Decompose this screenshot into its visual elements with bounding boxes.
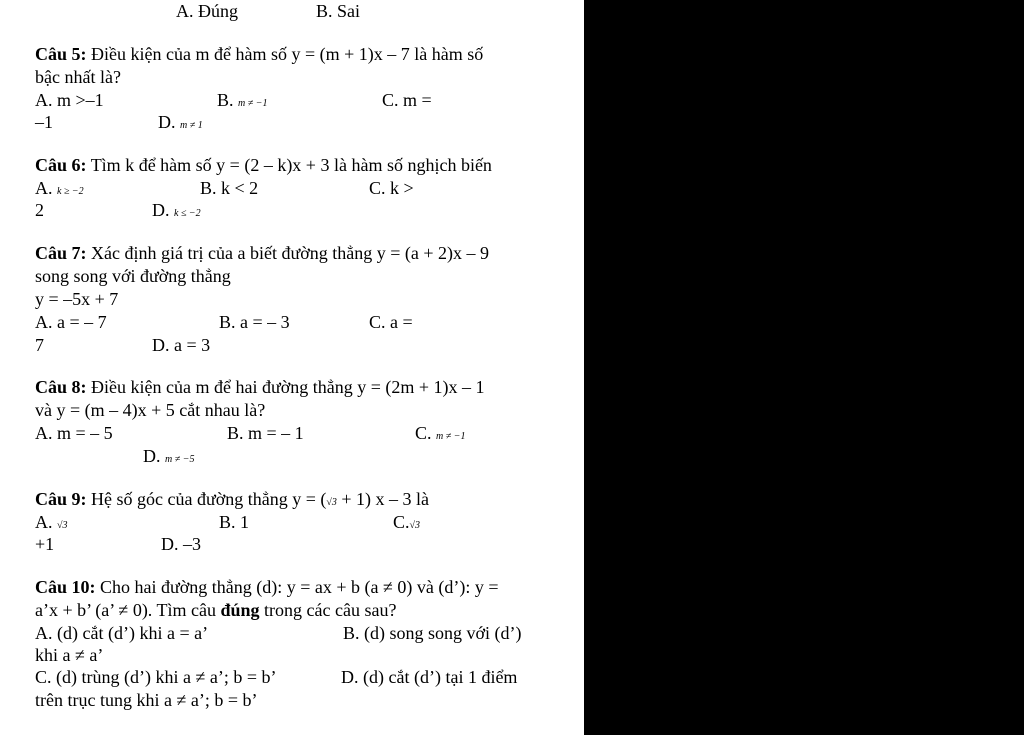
q9-option-a-cont: +1	[35, 534, 55, 554]
q8-stem	[35, 376, 485, 398]
q9-text-pre: Hệ số góc của đường thẳng y = (	[86, 489, 327, 509]
q5-option-b	[217, 89, 267, 115]
q5-option-c-cont: –1	[35, 112, 53, 132]
q8-option-d-value: m ≠ −5	[165, 454, 195, 465]
q9-label: Câu 9:	[35, 489, 87, 509]
q5-option-d-value: m ≠ 1	[180, 120, 203, 131]
q6-label: Câu 6:	[35, 155, 87, 175]
q9-option-b: B. 1	[219, 512, 250, 532]
q6-text: Tìm k để hàm số y = (2 – k)x + 3 là hàm số nghịch biến	[86, 155, 492, 175]
q6-option-d-value: k ≤ −2	[174, 208, 201, 219]
q6-option-a-label: A.	[35, 178, 53, 198]
q10-stem-cont	[35, 599, 396, 621]
q6-option-d	[152, 199, 201, 225]
q5-option-a: A. m >–1	[35, 90, 104, 110]
q10-option-b-cont: khi a ≠ a’	[35, 645, 104, 665]
q9-option-a-label: A.	[35, 512, 53, 532]
q7-stem-cont: song song với đường thẳng	[35, 266, 231, 286]
q8-option-c-label: C.	[415, 423, 432, 443]
q8-option-c	[415, 422, 465, 448]
q10-option-d: D. (d) cắt (d’) tại 1 điểm	[341, 667, 518, 687]
q7-option-a: A. a = – 7	[35, 312, 107, 332]
q5-option-c: C. m =	[382, 90, 432, 110]
q9-option-a-value: √3	[57, 520, 68, 531]
q6-option-a-value: k ≥ −2	[57, 186, 84, 197]
q10-option-d-cont: trên trục tung khi a ≠ a’; b = b’	[35, 690, 258, 710]
q5-text: Điều kiện của m để hàm số y = (m + 1)x – 7 là hàm số	[86, 44, 484, 64]
q7-option-c: C. a =	[369, 312, 413, 332]
q7-stem-equation: y = –5x + 7	[35, 289, 119, 309]
q8-option-d-label: D.	[143, 446, 161, 466]
q10-stem-cont-bold: đúng	[220, 600, 260, 620]
q10-text: Cho hai đường thẳng (d): y = ax + b (a ≠ 0) và (d’): y =	[95, 577, 499, 597]
q8-option-c-value: m ≠ −1	[436, 431, 466, 442]
q7-stem	[35, 242, 489, 264]
q9-option-c	[393, 511, 420, 537]
q7-option-d: D. a = 3	[152, 335, 211, 355]
q10-stem-cont-post: trong các câu sau?	[259, 600, 397, 620]
q10-label: Câu 10:	[35, 577, 96, 597]
q7-option-c-cont: 7	[35, 335, 44, 355]
q5-option-b-value: m ≠ −1	[238, 98, 268, 109]
q7-option-b: B. a = – 3	[219, 312, 290, 332]
right-black-area	[584, 0, 1024, 735]
q6-option-c: C. k >	[369, 178, 414, 198]
q6-option-b: B. k < 2	[200, 178, 259, 198]
q8-text: Điều kiện của m để hai đường thẳng y = (2m + 1)x – 1	[86, 377, 485, 397]
q8-label: Câu 8:	[35, 377, 87, 397]
q8-option-a: A. m = – 5	[35, 423, 113, 443]
q5-label: Câu 5:	[35, 44, 87, 64]
q10-stem-cont-pre: a’x + b’ (a’ ≠ 0). Tìm câu	[35, 600, 221, 620]
q10-option-a: A. (d) cắt (d’) khi a = a’	[35, 623, 209, 643]
q6-option-c-cont: 2	[35, 200, 44, 220]
q5-option-d	[158, 111, 203, 137]
q8-stem-cont: và y = (m – 4)x + 5 cắt nhau là?	[35, 400, 266, 420]
q5-option-d-label: D.	[158, 112, 176, 132]
prev-option-a: A. Đúng	[176, 1, 238, 21]
q9-option-c-value: √3	[409, 520, 421, 531]
q5-option-b-label: B.	[217, 90, 234, 110]
q10-stem	[35, 576, 499, 598]
q10-option-c: C. (d) trùng (d’) khi a ≠ a’; b = b’	[35, 667, 277, 687]
q9-text-post: + 1) x – 3 là	[336, 489, 430, 509]
q7-label: Câu 7:	[35, 243, 87, 263]
q6-stem	[35, 154, 492, 176]
q6-option-d-label: D.	[152, 200, 170, 220]
prev-option-b: B. Sai	[316, 1, 361, 21]
q5-stem	[35, 43, 483, 65]
q7-text: Xác định giá trị của a biết đường thẳng y = (a + 2)x – 9	[86, 243, 489, 263]
q9-option-c-label: C.	[393, 512, 410, 532]
q9-sqrt: √3	[326, 497, 337, 508]
q8-option-d	[143, 445, 194, 471]
q5-stem-cont: bậc nhất là?	[35, 67, 121, 87]
q8-option-b: B. m = – 1	[227, 423, 304, 443]
q10-option-b: B. (d) song song với (d’)	[343, 623, 522, 643]
q9-option-d: D. –3	[161, 534, 201, 554]
